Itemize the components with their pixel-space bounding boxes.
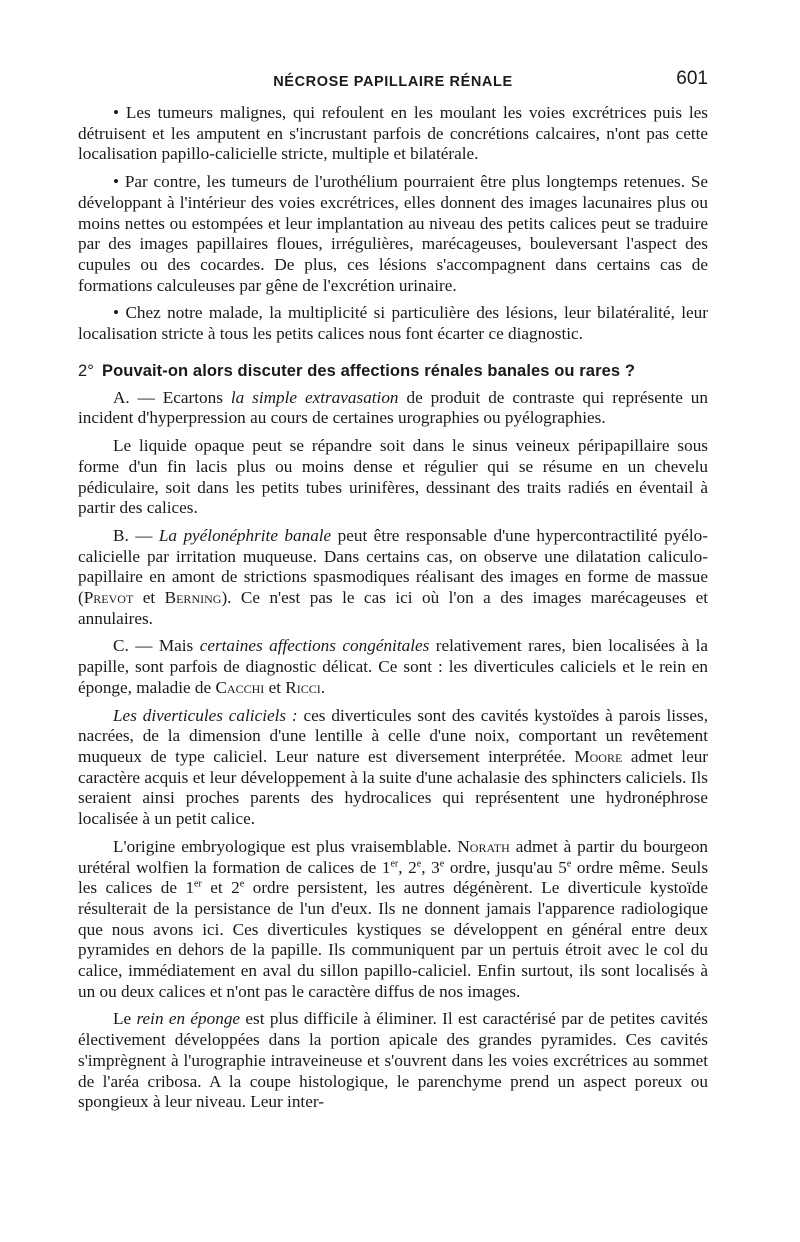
paragraph-text: de produit de contraste qui représente un incident d'hyperpression au cours de certaines urographies ou pyélographies. <box>78 387 708 428</box>
conjunction: et <box>142 588 156 608</box>
section-number: 2° <box>78 361 94 380</box>
section-title: Pouvait-on alors discuter des affections rénales banales ou rares ? <box>101 361 636 380</box>
paragraph-text: , 2 <box>398 857 417 877</box>
paragraph-congenital <box>78 636 708 698</box>
italic-term: Les diverticules caliciels : <box>113 705 298 725</box>
paragraph-text: Chez notre malade, la multiplicité si particulière des lésions, leur bilatéralité, leur localisation stricte à tous les petits calices nous font écarter ce diagnostic. <box>78 303 708 344</box>
paragraph-extravasation <box>78 388 708 429</box>
paragraph-text: est plus difficile à éliminer. Il est caractérisé par de petites cavités électivement développées dans la portion apicale des grandes pyramides. Ces cavités s'imprègnent à l'urographie intraveineuse et s'ouvrent dans les voies excrétrices au sommet de l'aréa cribosa. A la coupe histologique, le parenchyme prend un aspect poreux ou spongieux à leur niveau. Leur inter- <box>78 1009 708 1112</box>
paragraph-text: , 3 <box>421 857 440 877</box>
body-text <box>78 103 708 1120</box>
author-name: Berning <box>164 588 222 608</box>
paragraph-malignant-tumors <box>78 103 708 165</box>
italic-term: certaines affections congénitales <box>199 636 430 656</box>
paragraph-text: ces diverticules sont des cavités kystoïdes à parois lisses, nacrées, de la dimension d'une lentille à celle d'une noix, comportant un revêtement muqueux de type caliciel. Leur nature est diversement interprétée. <box>78 705 708 766</box>
paragraph-pyelonephritis <box>78 526 708 630</box>
paragraph-lead: A. — Ecartons <box>113 387 223 407</box>
ordinal-superscript: e <box>566 857 572 869</box>
ordinal-superscript: er <box>390 857 399 869</box>
paragraph-text: peut être responsable d'une hypercontractilité pyélo-calicielle par irritation muqueuse. Dans certains cas, on observe une dilatation caliculo-papillaire en amont de strictions spasmodiques réalisant des images en forme de massue ( <box>78 525 708 608</box>
ordinal-superscript: e <box>439 857 445 869</box>
ordinal-superscript: er <box>194 878 202 890</box>
paragraph-embryology <box>78 837 708 1003</box>
running-title: NÉCROSE PAPILLAIRE RÉNALE <box>273 74 513 90</box>
ordinal-superscript: e <box>239 878 245 890</box>
page-header <box>78 68 708 96</box>
author-name: Norath <box>457 836 510 856</box>
italic-term: La pyélonéphrite banale <box>158 525 332 545</box>
paragraph-text: Le liquide opaque peut se répandre soit dans le sinus veineux péripapillaire sous forme d'un fin lacis plus ou moins dense et régulier qui se résume en un chevelu pédiculaire, soit dans les petits tubes urinifères, dessinant des traits radiés en éventail à partir des calices. <box>78 436 708 518</box>
bullet-icon: • <box>113 103 120 122</box>
paragraph-text: ordre persistent, les autres dégénèrent. Le diverticule kystoïde résulterait de la persistance de l'un d'eux. Ils ne donnent jamais l'apparence radiologique que nous avons ici. Ces diverticules kystiques se développent en général entre deux pyramides en dehors de la papille. Ils communiquent par un pertuis étroit avec le col du calice, immédiatement en aval du sillon papillo-caliciel. Enfin surtout, ils sont localisés à un ou deux calices et n'ont pas le caractère diffus de nos images. <box>78 878 709 1001</box>
paragraph-text: Les tumeurs malignes, qui refoulent en les moulant les voies excrétrices puis les détruisent et les amputent en s'incrustant parfois de concrétions calcaires, n'ont pas cette localisation papillo-calicielle stricte, multiple et bilatérale. <box>78 103 708 164</box>
paragraph-text: admet à partir du bourgeon urétéral wolfien la formation de calices de 1 <box>78 836 709 877</box>
paragraph-text: L'origine embryologique est plus vraisemblable. <box>113 836 452 856</box>
paragraph-diverticula <box>78 706 708 830</box>
paragraph-lead: B. — <box>113 525 153 545</box>
paragraph-text: admet leur caractère acquis et leur développement à la suite d'une achalasie des sphincters caliciels. Ils seraient ainsi proches parents des hydrocalices qui représentent une hydronéphrose localisée à un petit calice. <box>78 746 709 829</box>
paragraph-opaque-liquid <box>78 436 708 519</box>
author-name: Prevot <box>83 588 134 608</box>
author-name: Moore <box>574 746 623 766</box>
bullet-icon: • <box>113 303 120 323</box>
ordinal-superscript: e <box>416 857 422 869</box>
italic-term: la simple extravasation <box>230 387 399 407</box>
paragraph-urothelium-tumors <box>78 172 708 296</box>
section-heading <box>78 360 708 382</box>
author-name: Cacchi <box>215 677 265 697</box>
paragraph-text: ordre, jusqu'au 5 <box>449 857 567 877</box>
page-number: 601 <box>676 68 708 89</box>
italic-term: rein en éponge <box>136 1009 241 1029</box>
conjunction: et <box>268 677 281 697</box>
paragraph-text: Par contre, les tumeurs de l'urothélium pourraient être plus longtemps retenues. Se développant à l'intérieur des voies excrétrices, elles donnent des images lacunaires plus ou moins nettes ou estompées et leur implantation au niveau des petits calices peut se traduire par des images papillaires floues, irrégulières, marécageuses, bouleversant l'aspect des cupules ou des cocardes. De plus, ces lésions s'accompagnent dans certains cas de formations calculeuses par gêne de l'excrétion urinaire. <box>78 172 709 295</box>
paragraph-patient-case <box>78 303 708 344</box>
paragraph-lead: Le <box>113 1009 132 1029</box>
paragraph-text: . <box>320 677 326 697</box>
paragraph-sponge-kidney <box>78 1009 708 1113</box>
paragraph-lead: C. — Mais <box>113 636 194 656</box>
bullet-icon: • <box>113 172 120 192</box>
author-name: Ricci <box>285 677 321 697</box>
paragraph-text: et 2 <box>210 878 240 898</box>
paragraph-text: ). Ce n'est pas le cas ici où l'on a des images marécageuses et annulaires. <box>78 588 709 628</box>
paragraph-text: relativement rares, bien localisées à la papille, sont parfois de diagnostic délicat. Ce sont : les diverticules caliciels et le rein en éponge, maladie de <box>78 636 709 697</box>
paragraph-text: ordre même. Seuls les calices de 1 <box>78 857 709 898</box>
